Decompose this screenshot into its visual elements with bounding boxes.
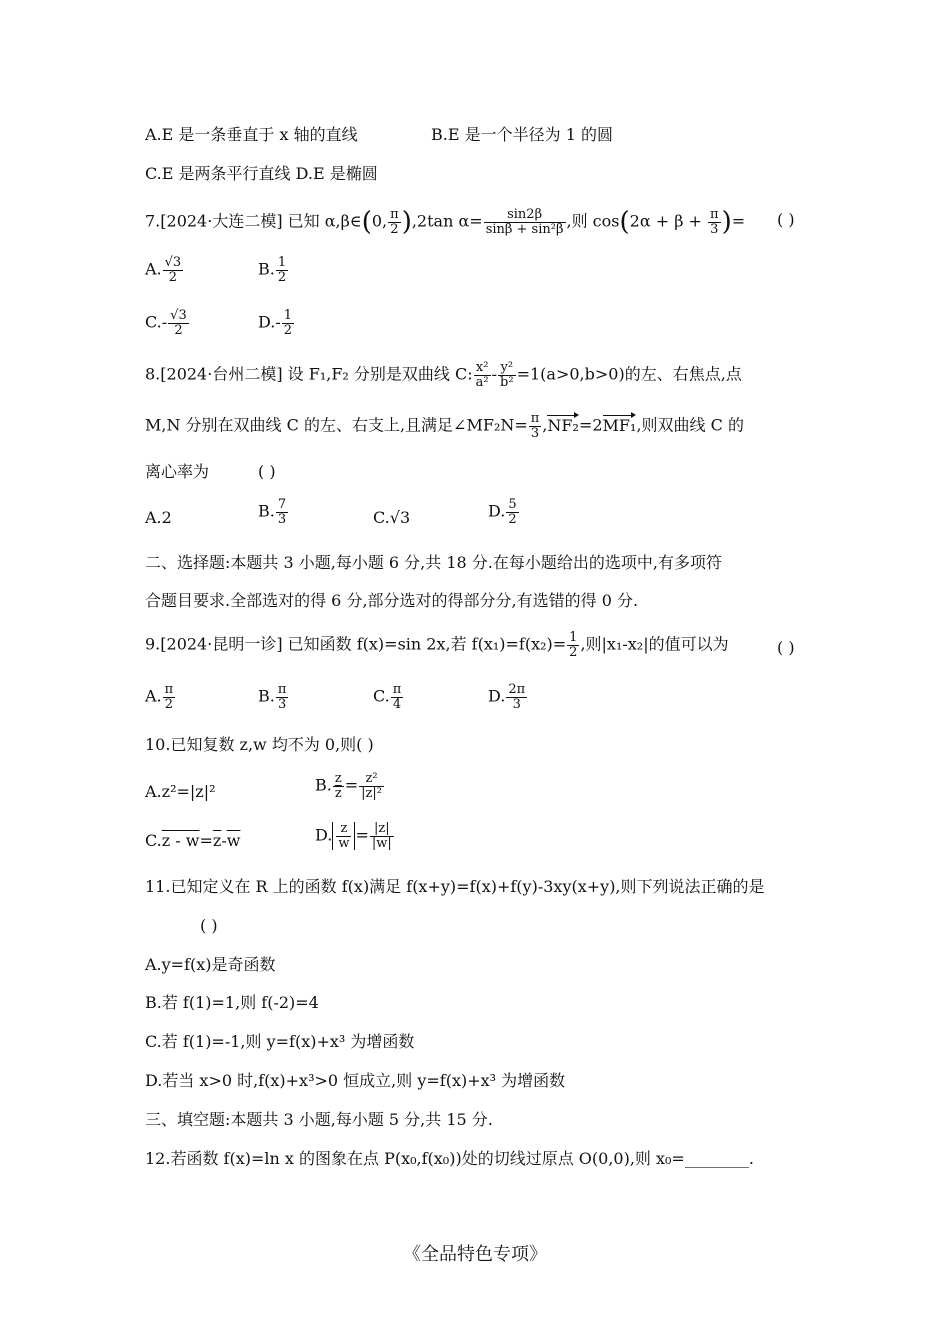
q11-stem: 11.已知定义在 R 上的函数 f(x)满足 f(x+y)=f(x)+f(y)-3xy(x+y),则下列说法正确的是 bbox=[145, 877, 765, 896]
q7-option-b: B. $\frac{1}{2}$ bbox=[258, 255, 287, 285]
q9-option-a: A. $\frac{\pi}{2}$ bbox=[145, 682, 174, 712]
q7-option-a: A. $\frac{√3}{2}$ bbox=[145, 255, 182, 285]
q10-option-b: B. $\frac{z}{z}$ = $\frac{\text{z²}}{\text{|z|²}}$ bbox=[315, 771, 382, 801]
q10-stem: 10.已知复数 z,w 均不为 0,则( ) bbox=[145, 735, 374, 754]
q6-option-b: B.E 是一个半径为 1 的圆 bbox=[431, 125, 613, 144]
q7-stem: 7.[2024·大连二模] 已知 α,β∈(0, $\frac{\pi}{2}$ ),2tan α= $\frac{\sin 2\beta}{\text{sinβ + sin²β}}$ ,则 cos(2α + β + $\frac{\pi}{3}$ )= bbox=[145, 207, 746, 238]
q9-stem-suffix: ,则|x₁-x₂|的值可以为 bbox=[580, 634, 729, 654]
q11-option-b: B.若 f(1)=1,则 f(-2)=4 bbox=[145, 993, 319, 1012]
q7-cos-arg: 2α + β + bbox=[629, 211, 708, 231]
q8-answer-paren: ( ) bbox=[258, 462, 276, 481]
q9-option-c: C. $\frac{\pi}{4}$ bbox=[373, 682, 402, 712]
q8-vector-mf1: MF₁ bbox=[602, 415, 637, 435]
q7-interval-close: ) bbox=[401, 207, 412, 238]
q9-option-b: B. $\frac{\pi}{3}$ bbox=[258, 682, 287, 712]
q7-stem-prefix: 7.[2024·大连二模] 已知 α,β∈ bbox=[145, 211, 362, 231]
q8-option-d: D. $\frac{5}{2}$ bbox=[488, 497, 517, 527]
q7-three: 3 bbox=[710, 221, 719, 237]
q8-line3: 离心率为 bbox=[145, 462, 210, 481]
q8-stem: 8.[2024·台州二模] 设 F₁,F₂ 分别是双曲线 C: $\frac{\text{x²}}{\text{a²}}$ - $\frac{\text{y²}}{\text{b²}}$ =1(a>0,b>0)的左、右焦点,点 bbox=[145, 360, 742, 390]
q7-tan-fraction bbox=[484, 208, 566, 236]
q7-pi-over-three bbox=[708, 208, 721, 236]
section3-line: 三、填空题:本题共 3 小题,每小题 5 分,共 15 分. bbox=[145, 1110, 493, 1129]
q7-mid: ,2tan α= bbox=[411, 211, 483, 231]
q6-option-a: A.E 是一条垂直于 x 轴的直线 bbox=[145, 125, 358, 144]
q8-x2-a2: $\frac{\text{x²}}{\text{a²}}$ bbox=[475, 360, 489, 390]
q8-stem-suffix: =1(a>0,b>0)的左、右焦点,点 bbox=[516, 364, 742, 384]
q9-answer-paren: ( ) bbox=[777, 638, 795, 657]
q8-line2-prefix: M,N 分别在双曲线 C 的左、右支上,且满足∠MF₂N= bbox=[145, 415, 528, 435]
q7-two: 2 bbox=[390, 221, 399, 237]
q7-pi-2: π bbox=[710, 207, 719, 222]
q8-line2: M,N 分别在双曲线 C 的左、右支上,且满足∠MF₂N= $\frac{\pi}{3}$ ,NF₂=2MF₁,则双曲线 C 的 bbox=[145, 411, 744, 441]
q11-option-a: A.y=f(x)是奇函数 bbox=[145, 955, 276, 974]
q8-option-b: B. $\frac{7}{3}$ bbox=[258, 497, 287, 527]
q10-option-c: $C.z - w=\overline{z}-\overline{w}$ bbox=[145, 831, 241, 850]
q8-option-c: C.√3 bbox=[373, 508, 411, 527]
q11-option-c: C.若 f(1)=-1,则 y=f(x)+x³ 为增函数 bbox=[145, 1032, 415, 1051]
q12-stem: 12.若函数 f(x)=ln x 的图象在点 P(x₀,f(x₀))处的切线过原点 O(0,0),则 x₀=________. bbox=[145, 1149, 754, 1168]
q7-pi: π bbox=[390, 207, 399, 222]
q7-frac-num: sin2β bbox=[484, 208, 566, 223]
q8-vector-nf2: NF₂ bbox=[547, 415, 579, 435]
q7-eq: = bbox=[731, 211, 746, 231]
q9-stem-prefix: 9.[2024·昆明一诊] 已知函数 f(x)=sin 2x,若 f(x₁)=f(x₂)= bbox=[145, 634, 567, 654]
q8-option-a: A.2 bbox=[145, 508, 172, 527]
section2-line2: 合题目要求.全部选对的得 6 分,部分选对的得部分分,有选错的得 0 分. bbox=[145, 591, 639, 610]
q8-line2-suffix: ,则双曲线 C 的 bbox=[636, 415, 744, 435]
q6-option-cd: C.E 是两条平行直线 D.E 是椭圆 bbox=[145, 164, 378, 183]
section2-line1: 二、选择题:本题共 3 小题,每小题 6 分,共 18 分.在每小题给出的选项中,有多项符 bbox=[145, 553, 722, 572]
q10-option-d: D. $\frac{z}{w}$ = $\frac{|z|}{|w|}$ bbox=[315, 821, 392, 851]
q7-answer-paren: ( ) bbox=[777, 210, 795, 229]
q8-y2-b2: $\frac{\text{y²}}{\text{b²}}$ bbox=[500, 360, 514, 390]
q7-interval-zero: 0, bbox=[371, 211, 388, 231]
q7-interval-open: ( bbox=[361, 207, 372, 238]
q9-option-d: D. $\frac{2\pi}{3}$ bbox=[488, 682, 526, 712]
q10-option-a: A.z²=|z|² bbox=[145, 782, 216, 801]
q11-answer-paren: ( ) bbox=[200, 916, 218, 935]
page-footer: 《全品特色专项》 bbox=[403, 1244, 547, 1265]
q7-option-c: C.- $\frac{√3}{2}$ bbox=[145, 308, 187, 338]
q11-option-d: D.若当 x>0 时,f(x)+x³>0 恒成立,则 y=f(x)+x³ 为增函数 bbox=[145, 1071, 566, 1090]
q7-frac-den: sinβ + sin²β bbox=[485, 221, 564, 237]
q7-tail: ,则 cos bbox=[566, 211, 620, 231]
q7-option-d: D.- $\frac{1}{2}$ bbox=[258, 308, 293, 338]
q8-stem-prefix: 8.[2024·台州二模] 设 F₁,F₂ 分别是双曲线 C: bbox=[145, 364, 473, 384]
q9-stem: 9.[2024·昆明一诊] 已知函数 f(x)=sin 2x,若 f(x₁)=f(x₂)= $\frac{1}{2}$ ,则|x₁-x₂|的值可以为 bbox=[145, 630, 729, 660]
q7-pi-over-two bbox=[388, 208, 401, 236]
